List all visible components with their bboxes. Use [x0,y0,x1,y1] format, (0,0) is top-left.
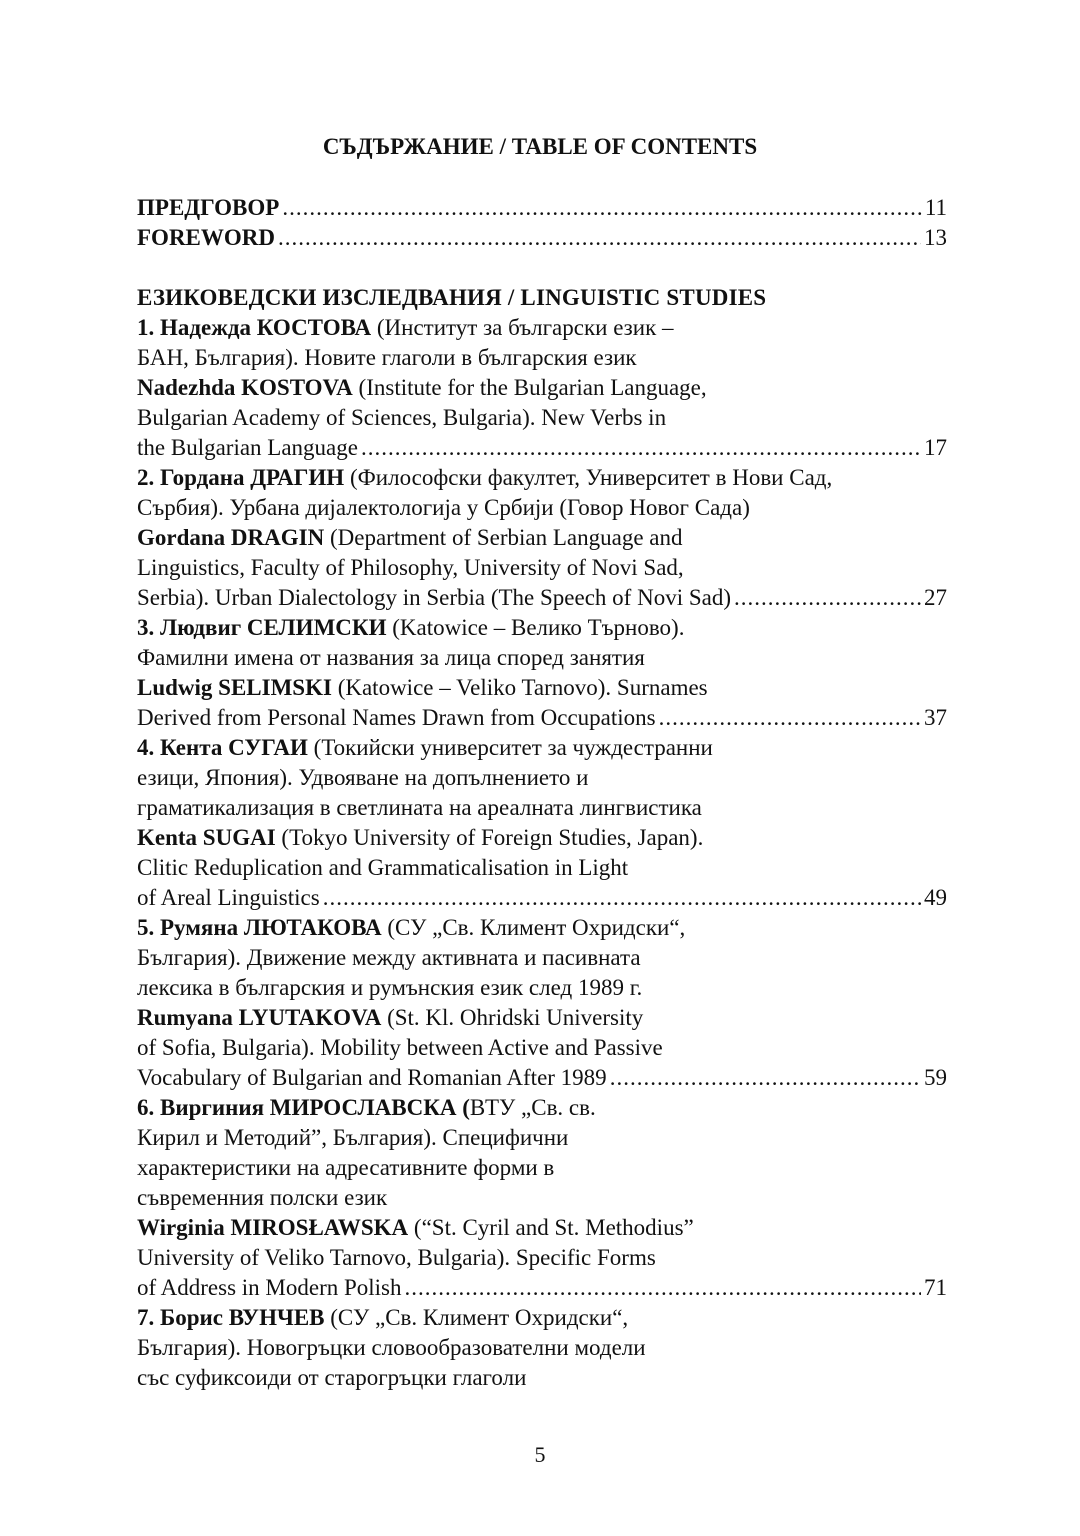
entry-title-end: Vocabulary of Bulgarian and Romanian After 1989 [137,1065,607,1090]
entry-line-bg [137,613,947,643]
entry-line-en: Bulgarian Academy of Sciences, Bulgaria). New Verbs in [137,405,667,430]
dot-leader [323,883,921,913]
entry-text [137,1063,607,1093]
entry-line-bg: със суфиксоиди от старогръцки глаголи [137,1365,527,1390]
entry-line-en: Clitic Reduplication and Grammaticalisation in Light [137,855,629,880]
entry-title-end: Derived from Personal Names Drawn from Occupations [137,705,656,730]
affiliation-text: (СУ „Св. Климент Охридски“, [381,915,686,940]
dot-leader [405,1273,922,1303]
entry-line-bg [137,463,947,493]
entry-line-bg: Сърбия). Урбана дијалектологија у Србији (Говор Новог Сада) [137,495,750,520]
section-title: ЕЗИКОВЕДСКИ ИЗСЛЕДВАНИЯ / LINGUISTIC STUDIES [137,285,767,310]
page-number: 5 [534,1442,546,1467]
entry-line-en [137,373,947,403]
entry-text [137,193,279,223]
entry-text [137,883,320,913]
page-ref: 49 [924,885,947,910]
entry-line-en: Linguistics, Faculty of Philosophy, University of Novi Sad, [137,555,684,580]
entry-title-end: of Areal Linguistics [137,885,320,910]
entry-line-en [137,703,947,733]
page-ref: 27 [924,585,947,610]
entry-line-bg: България). Новогръцки словообразователни модели [137,1335,646,1360]
dot-leader [610,1063,921,1093]
entry-line-bg: граматикализация в светлината на ареалната лингвистика [137,795,702,820]
affiliation-text: (“St. Cyril and St. Methodius” [408,1215,694,1240]
entry-line-bg [137,1093,947,1123]
entry-line-bg [137,313,947,343]
entry-line-en [137,1213,947,1243]
entry-line-bg: съвременния полски език [137,1185,388,1210]
dot-leader [734,583,921,613]
entry-text [137,433,358,463]
author-name-bg: 5. Румяна ЛЮТАКОВА [137,915,382,940]
affiliation-text: (Department of Serbian Language and [324,525,683,550]
author-name-en: Rumyana LYUTAKOVA [137,1005,382,1030]
author-name-bg: 6. Виргиния МИРОСЛАВСКА ( [137,1095,470,1120]
dot-leader [659,703,921,733]
page-ref: 17 [924,435,947,460]
affiliation-text: (Философски факултет, Университет в Нови Сад, [344,465,833,490]
entry-line-bg [137,733,947,763]
entry-line-en [137,583,947,613]
page-ref: 13 [924,225,947,250]
affiliation-text: (Институт за български език – [371,315,674,340]
author-name-en: Wirginia MIROSŁAWSKA [137,1215,409,1240]
affiliation-text: ВТУ „Св. св. [469,1095,596,1120]
front-matter-title: FOREWORD [137,225,275,250]
dot-leader [361,433,921,463]
entry-line-en [137,823,947,853]
entry-line-en [137,1003,947,1033]
toc-title: СЪДЪРЖАНИЕ / TABLE OF CONTENTS [322,134,758,159]
dot-leader [282,193,922,223]
page-ref: 11 [924,195,947,220]
front-matter-title: ПРЕДГОВОР [137,195,280,220]
entry-line-bg: Фамилни имена от названия за лица според занятия [137,645,645,670]
entry-line-bg: лексика в българския и румънския език след 1989 г. [137,975,643,1000]
front-matter-item [137,193,947,223]
entry-line-en [137,1063,947,1093]
author-name-en: Ludwig SELIMSKI [137,675,332,700]
affiliation-text: (Institute for the Bulgarian Language, [352,375,707,400]
entry-text [137,703,656,733]
entry-text [137,583,731,613]
affiliation-text: (Katowice – Veliko Tarnovo). Surnames [331,675,708,700]
entry-line-bg: характеристики на адресативните форми в [137,1155,555,1180]
entry-title-end: Serbia). Urban Dialectology in Serbia (The Speech of Novi Sad) [137,585,731,610]
affiliation-text: (Katowice – Велико Търново). [386,615,685,640]
page-ref: 59 [924,1065,947,1090]
affiliation-text: (Tokyo University of Foreign Studies, Japan). [275,825,704,850]
page-ref: 71 [924,1275,947,1300]
entry-title-end: of Address in Modern Polish [137,1275,402,1300]
entry-line-en: University of Veliko Tarnovo, Bulgaria). Specific Forms [137,1245,656,1270]
dot-leader [278,223,921,253]
front-matter-item [137,223,947,253]
entry-line-bg: Кирил и Методий”, България). Специфични [137,1125,569,1150]
toc-body [137,193,947,1393]
entry-line-bg: БАН, България). Новите глаголи в българския език [137,345,637,370]
author-name-bg: 2. Гордана ДРАГИН [137,465,345,490]
author-name-en: Gordana DRAGIN [137,525,325,550]
author-name-en: Kenta SUGAI [137,825,276,850]
entry-line-en [137,1273,947,1303]
page-ref: 37 [924,705,947,730]
entry-line-bg [137,1303,947,1333]
author-name-bg: 4. Кента СУГАИ [137,735,308,760]
entry-text [137,223,275,253]
entry-line-bg: България). Движение между активната и пасивната [137,945,641,970]
author-name-bg: 3. Людвиг СЕЛИМСКИ [137,615,387,640]
author-name-bg: 7. Борис ВУНЧЕВ [137,1305,325,1330]
entry-line-en [137,883,947,913]
entry-line-bg [137,913,947,943]
affiliation-text: (СУ „Св. Климент Охридски“, [324,1305,629,1330]
entry-text [137,1273,402,1303]
entry-line-bg: езици, Япония). Удвояване на допълнението и [137,765,589,790]
author-name-bg: 1. Надежда КОСТОВА [137,315,372,340]
entry-line-en [137,433,947,463]
spacer [137,253,947,283]
entry-line-en [137,673,947,703]
affiliation-text: (Токийски университет за чуждестранни [307,735,713,760]
author-name-en: Nadezhda KOSTOVA [137,375,353,400]
entry-line-en: of Sofia, Bulgaria). Mobility between Active and Passive [137,1035,663,1060]
entry-title-end: the Bulgarian Language [137,435,358,460]
affiliation-text: (St. Kl. Ohridski University [381,1005,644,1030]
entry-line-en [137,523,947,553]
